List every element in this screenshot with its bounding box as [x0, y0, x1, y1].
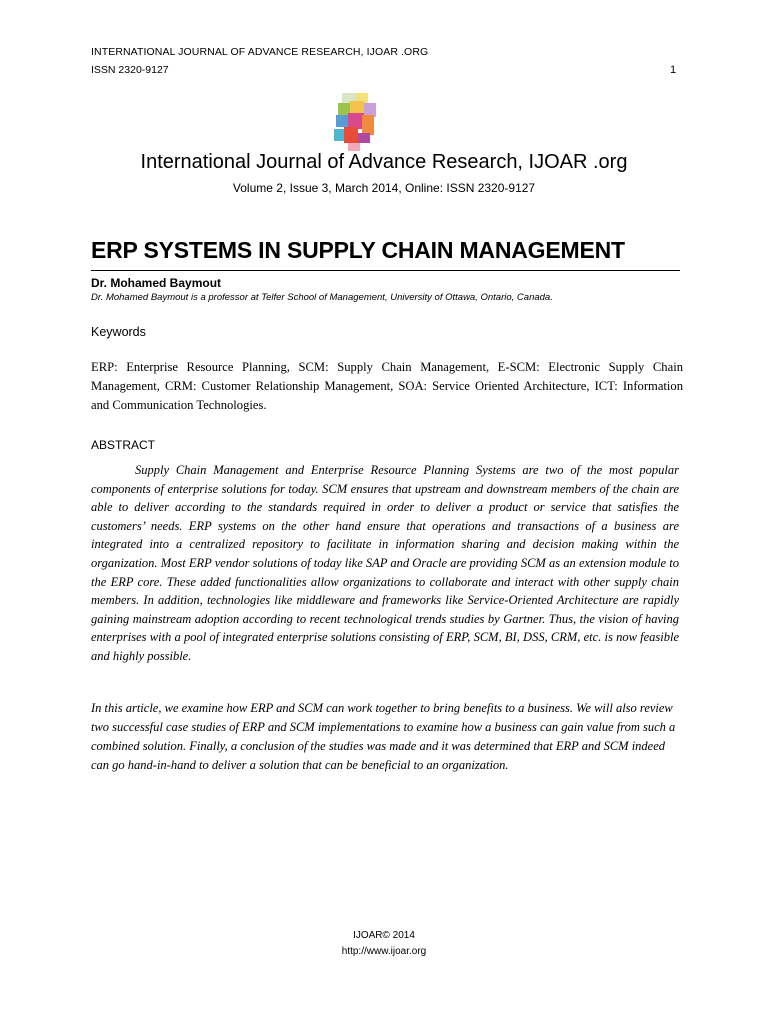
- logo-square: [358, 133, 370, 143]
- author-affiliation: Dr. Mohamed Baymout is a professor at Telfer School of Management, University of Ottawa, Ontario, Canada.: [91, 292, 553, 303]
- paper-title: ERP SYSTEMS IN SUPPLY CHAIN MANAGEMENT: [91, 237, 625, 263]
- abstract-paragraph-2: In this article, we examine how ERP and SCM can work together to bring benefits to a business. We will also review two successful case studies of ERP and SCM implementations to examine how a business can gain value from such a combined solution. Finally, a conclusion of the studies was made and it was determined that ERP and SCM indeed can go hand-in-hand to deliver a solution that can be beneficial to an organization.: [91, 701, 676, 772]
- volume-issue-line: Volume 2, Issue 3, March 2014, Online: ISSN 2320-9127: [232, 181, 536, 195]
- keywords-text: ERP: Enterprise Resource Planning, SCM: Supply Chain Management, E-SCM: Electronic Supply Chain Management, CRM: Customer Relationship Management, SOA: Service Oriented Architecture, ICT: Information and Communication Technologies.: [91, 360, 683, 412]
- running-header-journal: INTERNATIONAL JOURNAL OF ADVANCE RESEARCH, IJOAR .ORG: [91, 46, 429, 58]
- abstract-heading: ABSTRACT: [91, 438, 156, 452]
- logo-square: [336, 115, 348, 127]
- author-name: Dr. Mohamed Baymout: [91, 276, 222, 290]
- journal-name: International Journal of Advance Research, IJOAR .org: [140, 151, 628, 173]
- running-header-issn: ISSN 2320-9127: [91, 64, 169, 76]
- abstract-paragraph-1: Supply Chain Management and Enterprise Resource Planning Systems are two of the most popular components of enterprise solutions for today. SCM ensures that upstream and downstream members of the chain are able to deliver according to the standards required in order to deliver a product or service that satisfies the customers’ needs. ERP systems on the other hand ensure that operations and transactions of a business are integrated into a centralized repository to facilitate in information sharing and decision making within the organization. Most ERP vendor solutions of today like SAP and Oracle are providing SCM as an extension module to the ERP core. These added functionalities allow organizations to collaborate and interact with other supply chain members. In addition, technologies like middleware and frameworks like Service-Oriented Architecture are rapidly gaining mainstream adoption according to recent technological trends studies by Gartner. Thus, the vision of having enterprises with a pool of integrated enterprise solutions consisting of ERP, SCM, BI, DSS, CRM, etc. is now feasible and highly possible.: [91, 463, 679, 663]
- logo-square: [362, 115, 374, 135]
- logo-square: [348, 143, 360, 151]
- footer-url: http://www.ijoar.org: [341, 946, 427, 957]
- logo-square: [350, 101, 364, 115]
- footer-copyright: IJOAR© 2014: [353, 930, 415, 941]
- logo-square: [334, 129, 344, 141]
- keywords-heading: Keywords: [91, 325, 146, 339]
- logo-square: [344, 127, 358, 143]
- logo-square: [364, 103, 376, 117]
- page-number: 1: [670, 64, 677, 76]
- journal-logo-icon: [334, 93, 378, 151]
- title-divider: [91, 270, 680, 271]
- logo-square: [348, 113, 364, 129]
